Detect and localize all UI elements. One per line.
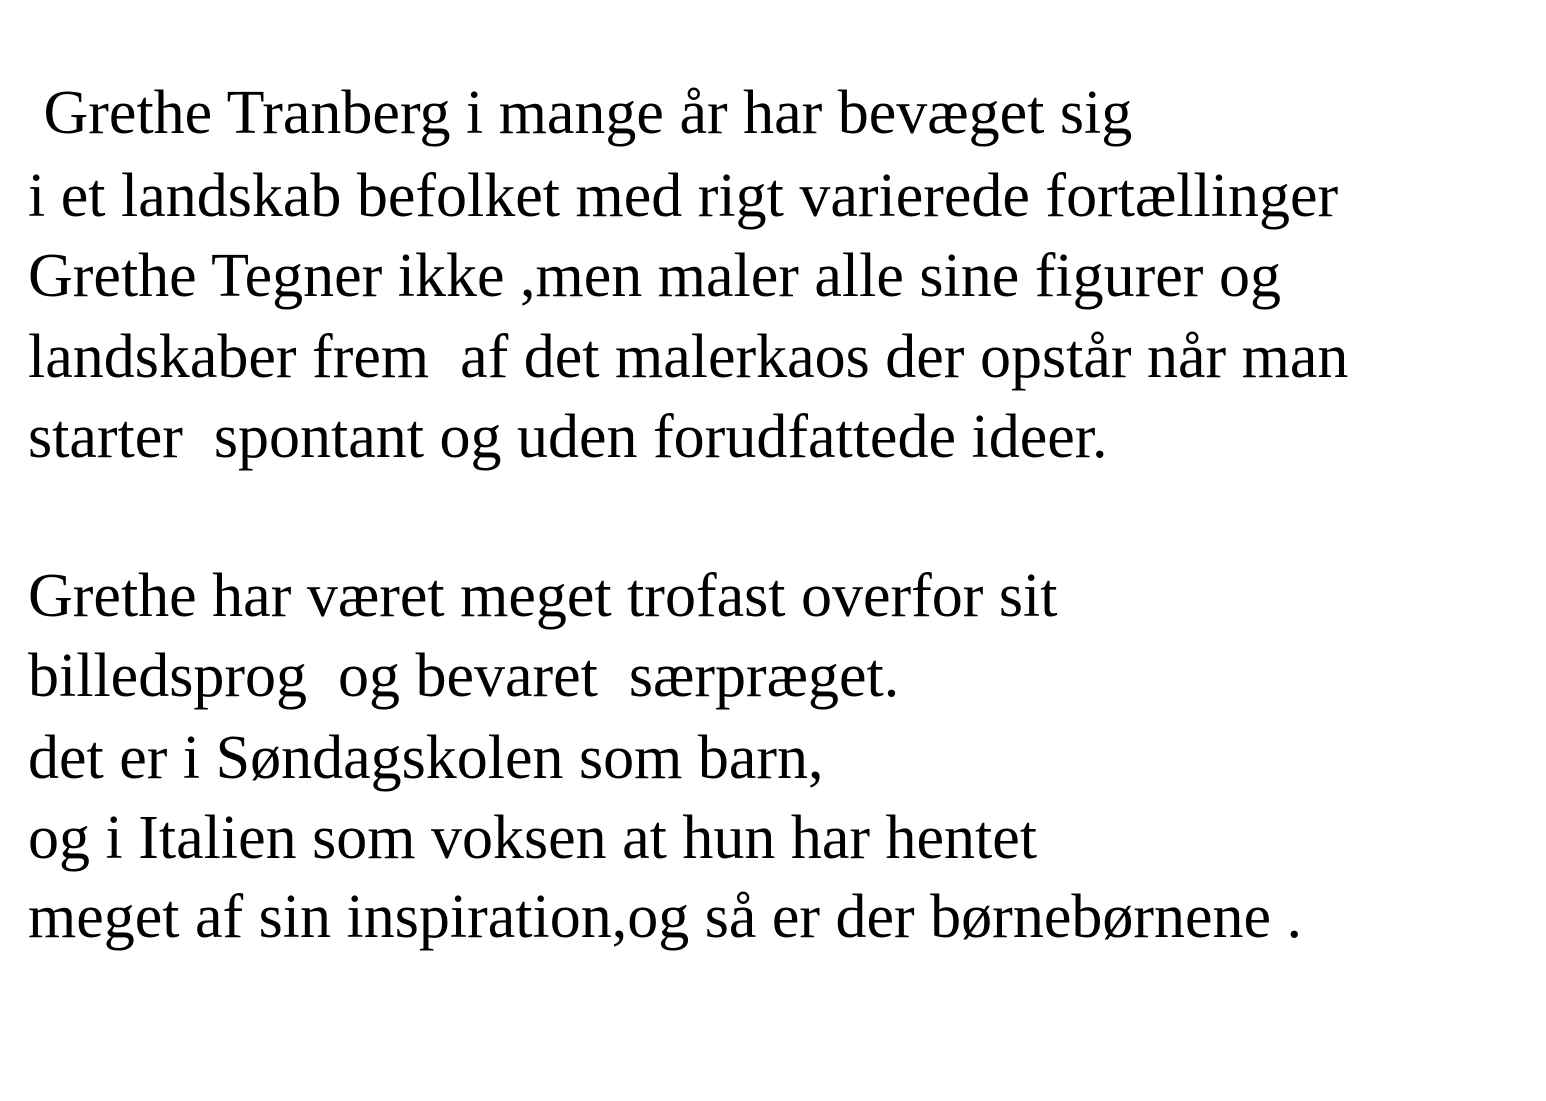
- paragraph-1-line-2: i et landskab befolket med rigt varierede fortællinger: [28, 162, 1339, 230]
- paragraph-1-line-4: landskaber frem af det malerkaos der opstår når man: [28, 323, 1349, 391]
- paragraph-2-line-3: det er i Søndagskolen som barn,: [28, 724, 824, 792]
- paragraph-2-line-5: meget af sin inspiration,og så er der børnebørnene .: [28, 883, 1303, 951]
- paragraph-1-line-1: Grethe Tranberg i mange år har bevæget sig: [28, 79, 1133, 147]
- paragraph-2-line-4: og i Italien som voksen at hun har hentet: [28, 804, 1037, 872]
- paragraph-2-line-2: billedsprog og bevaret særpræget.: [28, 642, 900, 710]
- paragraph-2-line-1: Grethe har været meget trofast overfor sit: [28, 562, 1058, 630]
- paragraph-1-line-3: Grethe Tegner ikke ,men maler alle sine figurer og: [28, 242, 1281, 310]
- paragraph-1-line-5: starter spontant og uden forudfattede ideer.: [28, 403, 1108, 471]
